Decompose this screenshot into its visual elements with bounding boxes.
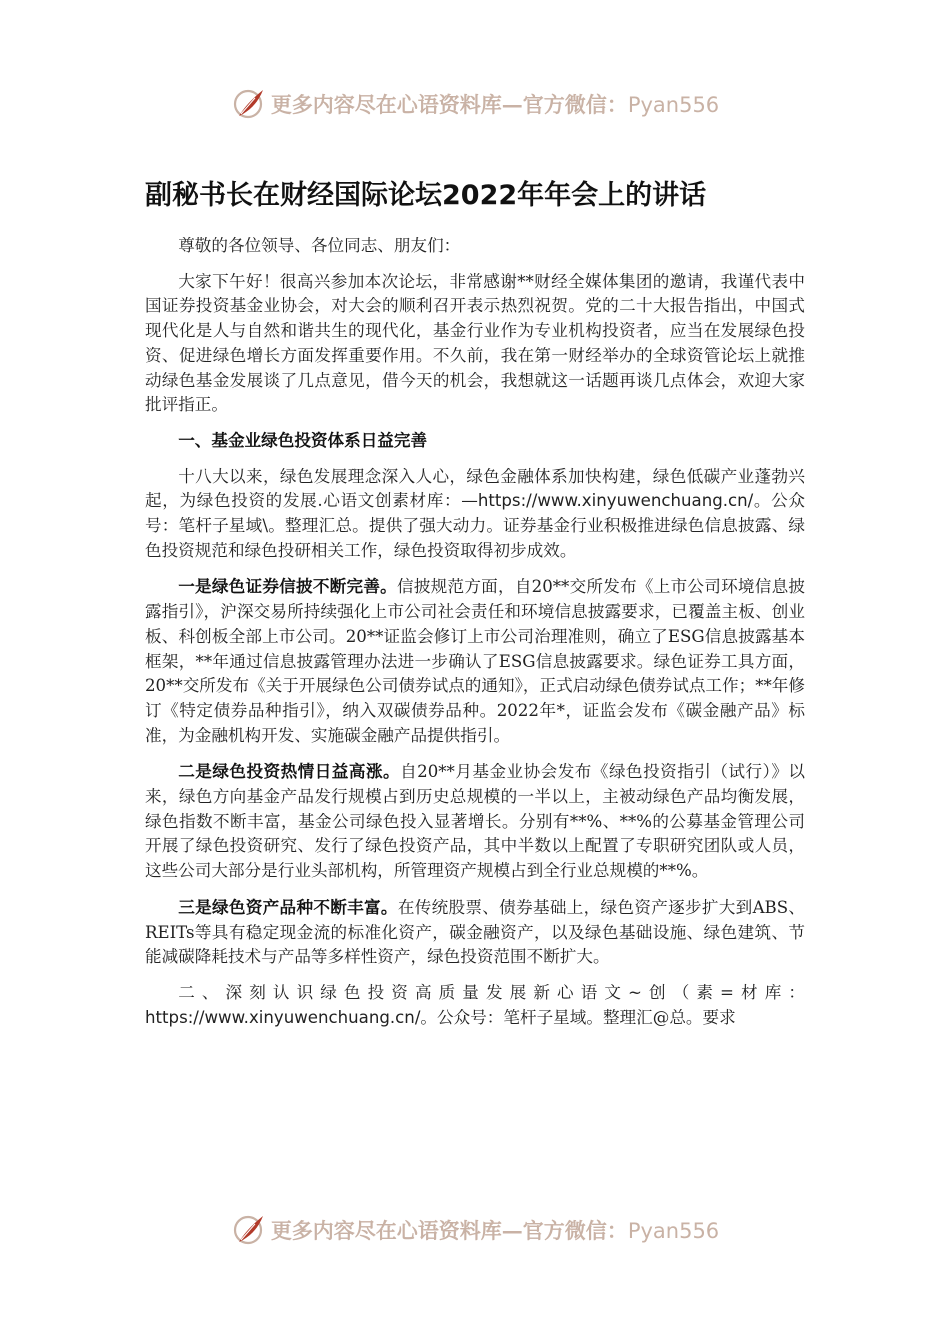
section-1-heading: 一、基金业绿色投资体系日益完善 [178, 430, 428, 450]
document-body [145, 176, 805, 1041]
point-2-lead: 二是绿色投资热情日益高涨。 [178, 761, 401, 782]
intro-paragraph: 大家下午好！很高兴参加本次论坛，非常感谢**财经全媒体集团的邀请，我谨代表中国证券投资基金业协会，对大会的顺利召开表示热烈祝贺。党的二十大报告指出，中国式现代化是人与自然和谐共生的现代化，基金行业作为专业机构投资者，应当在发展绿色投资、促进绿色增长方面发挥重要作用。不久前，我在第一财经举办的全球资管论坛上就推动绿色基金发展谈了几点意见，借今天的机会，我想就这一话题再谈几点体会，欢迎大家批评指正。 [145, 271, 805, 415]
point-3-paragraph: 三是绿色资产品种不断丰富。在传统股票、债券基础上，绿色资产逐步扩大到ABS、REITs等具有稳定现金流的标准化资产，碳金融资产，以及绿色基础设施、绿色建筑、节能减碳降耗技术与产品等多样性资产，绿色投资范围不断扩大。 [145, 896, 806, 967]
footer-banner [0, 1210, 950, 1250]
quill-logo-icon [231, 86, 267, 122]
section-2-paragraph: 二、深刻认识绿色投资高质量发展新心语文~创（素=材库：https://www.xinyuwenchuang.cn/。公众号：笔杆子星域。整理汇@总。要求 [145, 982, 805, 1027]
point-1-lead: 一是绿色证券信披不断完善。 [178, 576, 397, 597]
wechat-id: Pyan556 [627, 1219, 720, 1243]
wechat-id: Pyan556 [627, 93, 720, 117]
section-1-paragraph: 十八大以来，绿色发展理念深入人心，绿色金融体系加快构建，绿色低碳产业蓬勃兴起，为绿色投资的发展.心语文创素材库：—https://www.xinyuwenchuang.cn/。公众号：笔杆子星域\。整理汇总。提供了强大动力。证券基金行业积极推进绿色信息披露、绿色投资规范和绿色投研相关工作，绿色投资取得初步成效。 [145, 466, 806, 560]
point-1-paragraph: 一是绿色证券信披不断完善。信披规范方面，自20**交所发布《上市公司环境信息披露指引》，沪深交易所持续强化上市公司社会责任和环境信息披露要求，已覆盖主板、创业板、科创板全部上市公司。20**证监会修订上市公司治理准则，确立了ESG信息披露基本框架，**年通过信息披露管理办法进一步确认了ESG信息披露要求。绿色证券工具方面，20**交所发布《关于开展绿色公司债券试点的通知》，正式启动绿色债券试点工作；**年修订《特定债券品种指引》，纳入双碳债券品种。2022年*，证监会发布《碳金融产品》标准，为金融机构开发、实施碳金融产品提供指引。 [145, 576, 805, 745]
banner-text: 更多内容尽在心语资料库—官方微信：Pyan556 [270, 92, 720, 117]
banner-text: 更多内容尽在心语资料库—官方微信：Pyan556 [270, 1218, 720, 1243]
source-url: https://www.xinyuwenchuang.cn/ [477, 491, 754, 511]
header-banner [0, 84, 950, 124]
point-2-paragraph: 二是绿色投资热情日益高涨。自20**月基金业协会发布《绿色投资指引（试行）》以来，绿色方向基金产品发行规模占到历史总规模的一半以上，主被动绿色产品均衡发展，绿色指数不断丰富，基金公司绿色投入显著增长。分别有**%、**%的公募基金管理公司开展了绿色投资研究、发行了绿色投资产品，其中半数以上配置了专职研究团队或人员，这些公司大部分是行业头部机构，所管理资产规模占到全行业总规模的**%。 [145, 761, 805, 881]
salutation: 尊敬的各位领导、各位同志、朋友们： [178, 236, 461, 255]
source-url-2: https://www.xinyuwenchuang.cn/ [145, 1007, 421, 1027]
quill-logo-icon [231, 1212, 267, 1248]
document-title: 副秘书长在财经国际论坛2022年年会上的讲话 [145, 180, 707, 211]
point-3-lead: 三是绿色资产品种不断丰富。 [178, 896, 398, 917]
